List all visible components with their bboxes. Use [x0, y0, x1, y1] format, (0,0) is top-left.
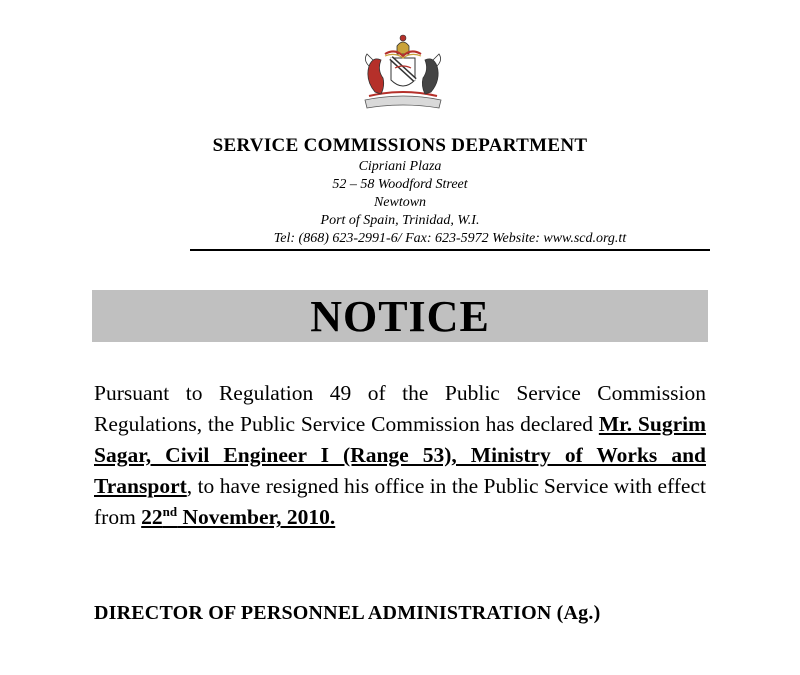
- notice-title: NOTICE: [310, 291, 490, 341]
- contact-info: Tel: (868) 623-2991-6/ Fax: 623-5972 Website: www.scd.org.tt: [190, 230, 710, 251]
- notice-body: [94, 378, 706, 533]
- date-day: 22: [141, 505, 163, 529]
- department-name: SERVICE COMMISSIONS DEPARTMENT: [212, 135, 588, 156]
- address-line: Cipriani Plaza: [358, 159, 442, 174]
- letterhead: [90, 134, 710, 251]
- body-text-part: , to have resigned his office in the Public Service with effect from: [94, 474, 706, 529]
- signature-title: DIRECTOR OF PERSONNEL ADMINISTRATION (Ag.): [94, 602, 601, 624]
- address-line: 52 – 58 Woodford Street: [332, 177, 468, 192]
- address-line: Port of Spain, Trinidad, W.I.: [320, 213, 480, 228]
- notice-banner: [92, 290, 708, 342]
- date-rest: November, 2010.: [177, 505, 336, 529]
- body-text-part: Pursuant to Regulation 49 of the Public Service Commission Regulations, the Public Service Commission has declared: [94, 381, 706, 436]
- coat-of-arms-icon: [355, 30, 451, 112]
- resignee-name: Mr. Sugrim Sagar, Civil Engineer I (Range 53), Ministry of Works and Transport: [94, 412, 707, 498]
- date-suffix: nd: [162, 503, 178, 519]
- address-line: Newtown: [373, 195, 427, 210]
- effective-date: [141, 505, 335, 529]
